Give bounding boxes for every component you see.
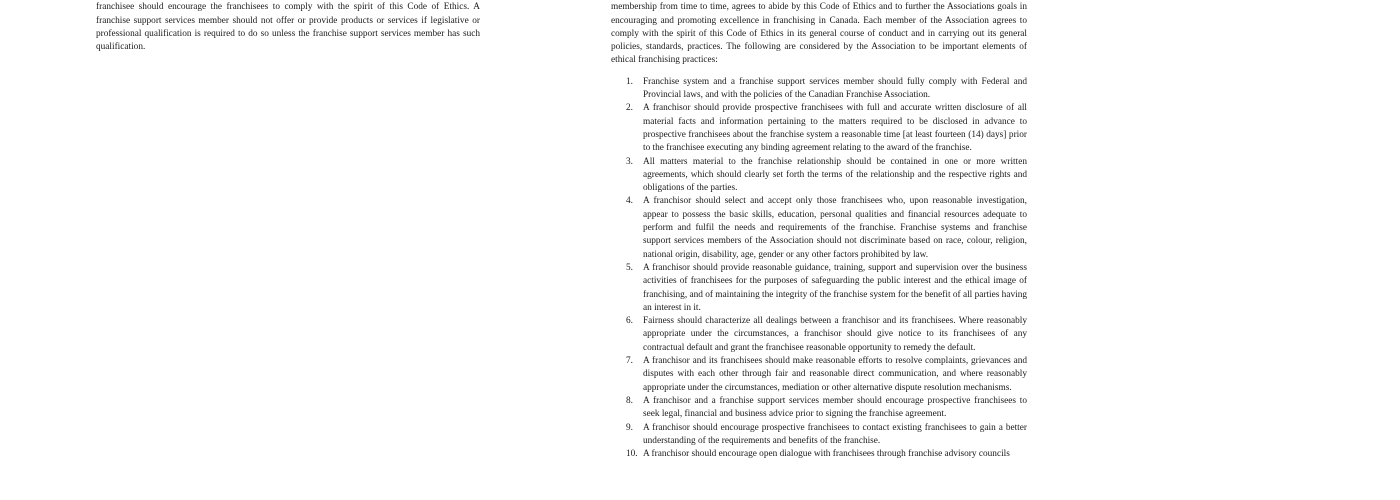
list-item-text: A franchisor should provide reasonable guidance, training, support and supervision over the business activities of franchisees for the purposes of safeguarding the public interest and the ethical image of franchising, and of maintaining the integrity of the franchise system for the benefit of all parties having an interest in it. — [643, 262, 1027, 313]
list-item-text: A franchisor should encourage prospective franchisees to contact existing franchisees to gain a better understanding of the requirements and benefits of the franchise. — [643, 422, 1027, 446]
list-item-number: 8. — [626, 395, 633, 406]
list-item — [611, 355, 1027, 395]
list-item-number: 1. — [626, 76, 633, 87]
list-item-number: 3. — [626, 156, 633, 167]
list-item-text: A franchisor and its franchisees should make reasonable efforts to resolve complaints, grievances and disputes with each other through fair and reasonable direct communication, and where reasonably appropriate under the circumstances, mediation or other alternative dispute resolution mechanisms. — [643, 356, 1027, 393]
ethics-elements-list — [611, 76, 1027, 462]
list-item — [611, 195, 1027, 261]
list-item — [611, 102, 1027, 155]
list-item-number: 10. — [626, 449, 638, 460]
left-paragraph: franchisee should encourage the franchisees to comply with the spirit of this Code of Ethics. A franchise support services member should not offer or provide products or services if legislative or professional qualification is required to do so unless the franchise support services member has such qualification. — [96, 2, 480, 53]
list-item-number: 6. — [626, 316, 633, 327]
list-item — [611, 262, 1027, 315]
list-item — [611, 156, 1027, 196]
list-item-number: 9. — [626, 422, 633, 433]
list-item-number: 4. — [626, 196, 633, 207]
right-column — [611, 0, 1027, 461]
list-item — [611, 422, 1027, 449]
list-item — [611, 315, 1027, 355]
list-item-text: A franchisor should select and accept only those franchisees who, upon reasonable investigation, appear to possess the basic skills, education, personal qualities and financial resources adequate to perform and fulfil the needs and requirements of the franchise. Franchise systems and franchise support services members of the Association should not discriminate based on race, colour, religion, national origin, disability, age, gender or any other factors prohibited by law. — [643, 196, 1027, 260]
list-item-number: 5. — [626, 262, 633, 273]
list-item — [611, 395, 1027, 422]
list-item — [611, 448, 1027, 461]
list-item — [611, 76, 1027, 103]
list-item-text: Franchise system and a franchise support services member should fully comply with Federal and Provincial laws, and with the policies of the Canadian Franchise Association. — [643, 76, 1027, 101]
list-item-text: A franchisor should provide prospective franchisees with full and accurate written disclosure of all material facts and information pertaining to the matters required to be disclosed in advance to prospective franchisees about the franchise system a reasonable time [at least fourteen (14) days] prior to the franchisee executing any binding agreement relating to the award of the franchise. — [643, 103, 1027, 154]
list-item-number: 2. — [626, 103, 633, 114]
list-item-text: All matters material to the franchise relationship should be contained in one or more written agreements, which should clearly set forth the terms of the relationship and the respective rights and obligations of the parties. — [643, 156, 1027, 194]
list-item-text: Fairness should characterize all dealings between a franchisor and its franchisees. Where reasonably appropriate under the circumstances, a franchisor should give notice to its franchisees of any contractual default and grant the franchisee reasonable opportunity to remedy the default. — [643, 316, 1027, 353]
list-item-text: A franchisor should encourage open dialogue with franchisees through franchise advisory councils — [643, 449, 1010, 460]
code-of-ethics-intro: membership from time to time, agrees to abide by this Code of Ethics and to further the Associations goals in encouraging and promoting excellence in franchising in Canada. Each member of the Association agrees to comply with the spirit of this Code of Ethics in its general course of conduct and in carrying out its general policies, standards, practices. The following are considered by the Association to be important elements of ethical franchising practices: — [611, 2, 1027, 66]
list-item-number: 7. — [626, 356, 633, 367]
list-item-text: A franchisor and a franchise support services member should encourage prospective franchisees to seek legal, financial and business advice prior to signing the franchise agreement. — [643, 395, 1027, 420]
left-column — [96, 0, 480, 54]
